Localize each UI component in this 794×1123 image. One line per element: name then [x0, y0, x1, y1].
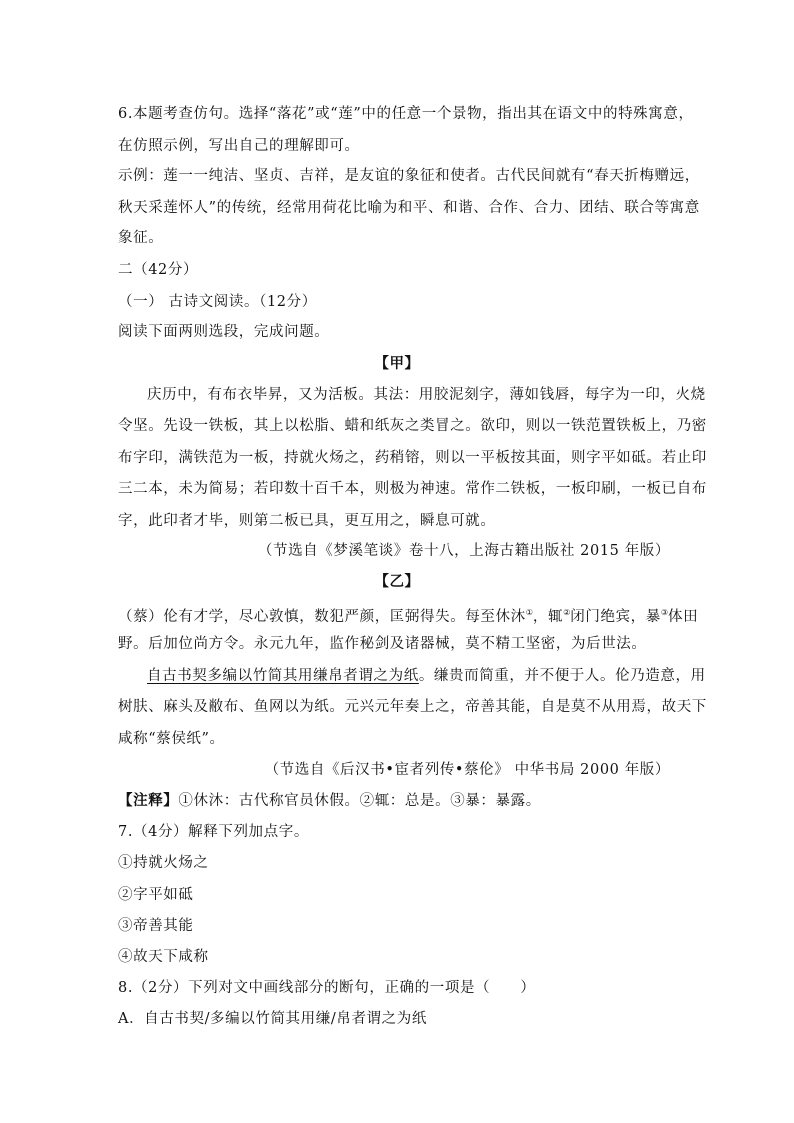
passage-yi-line-1	[118, 603, 698, 627]
passage-yi-title: 【乙】	[374, 573, 420, 590]
q7-item-3: ③帝善其能	[118, 918, 194, 934]
q7-item-1: ①持就火炀之	[118, 855, 209, 871]
q6-line-2: 在仿照示例，写出自己的理解即可。	[118, 138, 360, 154]
footnote-marker-3: ③	[660, 608, 669, 617]
q6-line-1: 6.本题考查仿句。选择“落花”或“莲”中的任意一个景物，指出其在语文中的特殊寓意，	[118, 106, 694, 122]
section-2-heading: 二（42分）	[118, 262, 199, 278]
passage-yi-text-b: ，辄	[532, 608, 564, 625]
q6-example-line-1: 示例：莲一一纯洁、坚贞、吉祥，是友谊的象征和使者。古代民间就有“春天折梅赠远，	[118, 168, 700, 184]
passage-yi-text-c: 闭门绝宾，暴	[570, 608, 661, 625]
passage-jia-line-5: 字，此印者才毕，则第二板已具，更互用之，瞬息可就。	[118, 513, 496, 529]
passage-yi-text-a: （蔡）伦有才学，尽心敦慎，数犯严颜，匡弼得失。每至休沐	[118, 608, 526, 625]
q8-option-a: A．自古书契/多编以竹简其用缣/帛者谓之为纸	[118, 1011, 427, 1027]
footnote-marker-1: ①	[525, 608, 533, 617]
q6-example-line-3: 象征。	[118, 230, 164, 246]
q6-example-line-2: 秋天采莲怀人”的传统，经常用荷花比喻为和平、和谐、合作、合力、团结、联合等寓意	[118, 200, 700, 216]
q7-item-4: ④故天下咸称	[118, 949, 209, 965]
passage-yi-line-2: 野。后加位尚方令。永元九年，监作秘剑及诸器械，莫不精工坚密，为后世法。	[118, 636, 647, 652]
passage-yi-para2-line-2: 树肤、麻头及敝布、鱼网以为纸。元兴元年奏上之，帝善其能，自是莫不从用焉，故天下	[118, 699, 707, 715]
passage-jia-line-1: 庆历中，有布衣毕昇，又为活板。其法：用胶泥刻字，薄如钱唇，每字为一印，火烧	[147, 387, 706, 403]
passage-jia-line-2: 令坚。先设一铁板，其上以松脂、蜡和纸灰之类冒之。欲印，则以一铁范置铁板上，乃密	[118, 418, 707, 434]
reading-instruction: 阅读下面两则选段，完成问题。	[118, 324, 330, 340]
passage-yi-text-d: 体田	[668, 608, 699, 625]
q8-stem: 8.（2分）下列对文中画线部分的断句，正确的一项是（ ）	[118, 980, 536, 996]
q7-stem: 7.（4分）解释下列加点字。	[118, 824, 309, 840]
subsection-1-heading: （一） 古诗文阅读。（12分）	[118, 294, 317, 310]
passage-jia-source: （节选自《梦溪笔谈》卷十八，上海古籍出版社 2015 年版）	[257, 543, 670, 559]
underlined-sentence: 自古书契多编以竹简其用缣帛者谓之为纸	[147, 668, 419, 684]
passage-jia-line-3: 布字印，满铁范为一板，持就火炀之，药稍镕，则以一平板按其面，则字平如砥。若止印	[118, 450, 707, 466]
footnote-marker-2: ②	[563, 608, 571, 617]
passage-jia-title: 【甲】	[374, 355, 420, 372]
passage-yi-source: （节选自《后汉书•宦者列传•蔡伦》 中华书局 2000 年版）	[264, 762, 670, 778]
notes-label: 【注释】	[118, 792, 179, 809]
passage-yi-para2-rest: 。缣贵而简重，并不便于人。伦乃造意，用	[418, 668, 706, 684]
notes-line	[118, 791, 541, 811]
passage-yi-para2-line-1	[147, 666, 706, 686]
passage-jia-line-4: 三二本，未为简易；若印数十百千本，则极为神速。常作二铁板，一板印刷，一板已自布	[118, 481, 707, 497]
passage-yi-para2-line-3: 咸称“蔡侯纸”。	[118, 731, 225, 747]
q7-item-2: ②字平如砥	[118, 887, 194, 903]
notes-text: ①休沐：古代称官员休假。②辄：总是。③暴：暴露。	[178, 793, 541, 809]
